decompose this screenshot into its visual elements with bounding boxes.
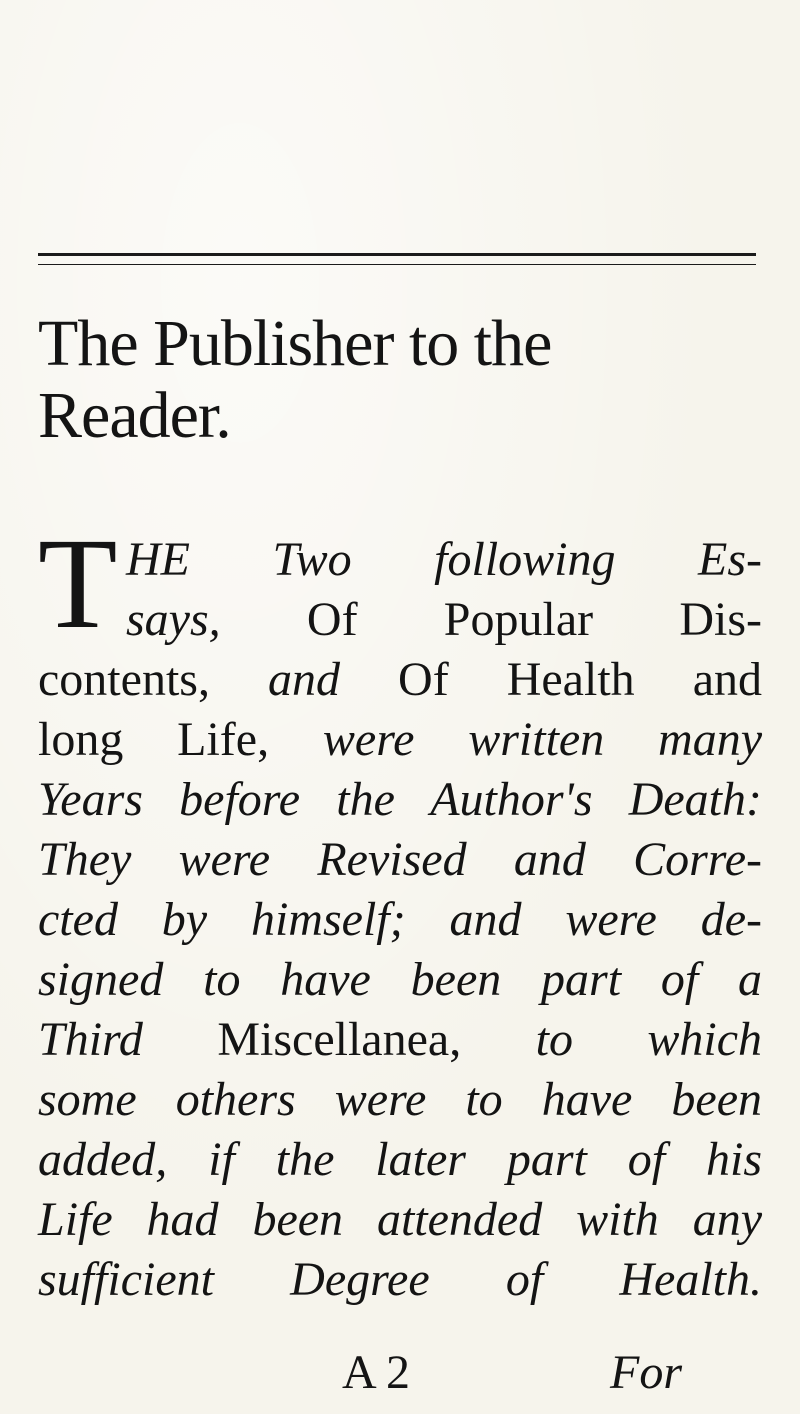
text-run: They were Revised and Corre- (38, 833, 762, 886)
text-run: Two following Es- (272, 533, 763, 586)
text-run: sufficient Degree of Health. (38, 1253, 762, 1306)
header-rule-thin (38, 264, 756, 265)
text-run: Life had been attended with any (38, 1193, 762, 1246)
text-run: added, if the later part of his (38, 1133, 762, 1186)
text-line (38, 650, 762, 710)
text-run: long Life, (38, 713, 323, 766)
text-run: Third (38, 1013, 218, 1066)
text-run: to which (535, 1013, 762, 1066)
text-run: says, (126, 593, 307, 646)
catchword: For (610, 1346, 682, 1399)
text-line (38, 530, 762, 590)
text-run: some others were to have been (38, 1073, 762, 1126)
text-run: Of Health and (398, 653, 762, 706)
text-line (38, 950, 762, 1010)
title-line-2: Reader. (38, 379, 231, 452)
text-run: HE (126, 533, 273, 586)
text-line (38, 1010, 762, 1070)
text-run: Of Popular Dis- (306, 593, 762, 646)
text-run: contents, (38, 653, 268, 706)
title-line-1: The Publisher to the (38, 307, 552, 380)
text-line (38, 830, 762, 890)
text-run: cted by himself; and were de- (38, 893, 762, 946)
text-run: Miscellanea, (217, 1013, 536, 1066)
text-run: were written many (322, 713, 762, 766)
body-paragraph (38, 530, 762, 1310)
text-line (38, 1250, 762, 1310)
text-line (38, 1190, 762, 1250)
text-line (38, 590, 762, 650)
signature-mark: A 2 (342, 1346, 411, 1399)
text-line (38, 710, 762, 770)
drop-cap: T (38, 512, 118, 656)
text-run: Years before the Author's Death: (38, 773, 762, 826)
text-run: and (268, 653, 399, 706)
text-line (38, 1130, 762, 1190)
text-line (38, 1070, 762, 1130)
text-line (38, 770, 762, 830)
text-run: signed to have been part of a (38, 953, 762, 1006)
text-line (38, 890, 762, 950)
page-title (38, 308, 768, 452)
header-rule-thick (38, 253, 756, 256)
